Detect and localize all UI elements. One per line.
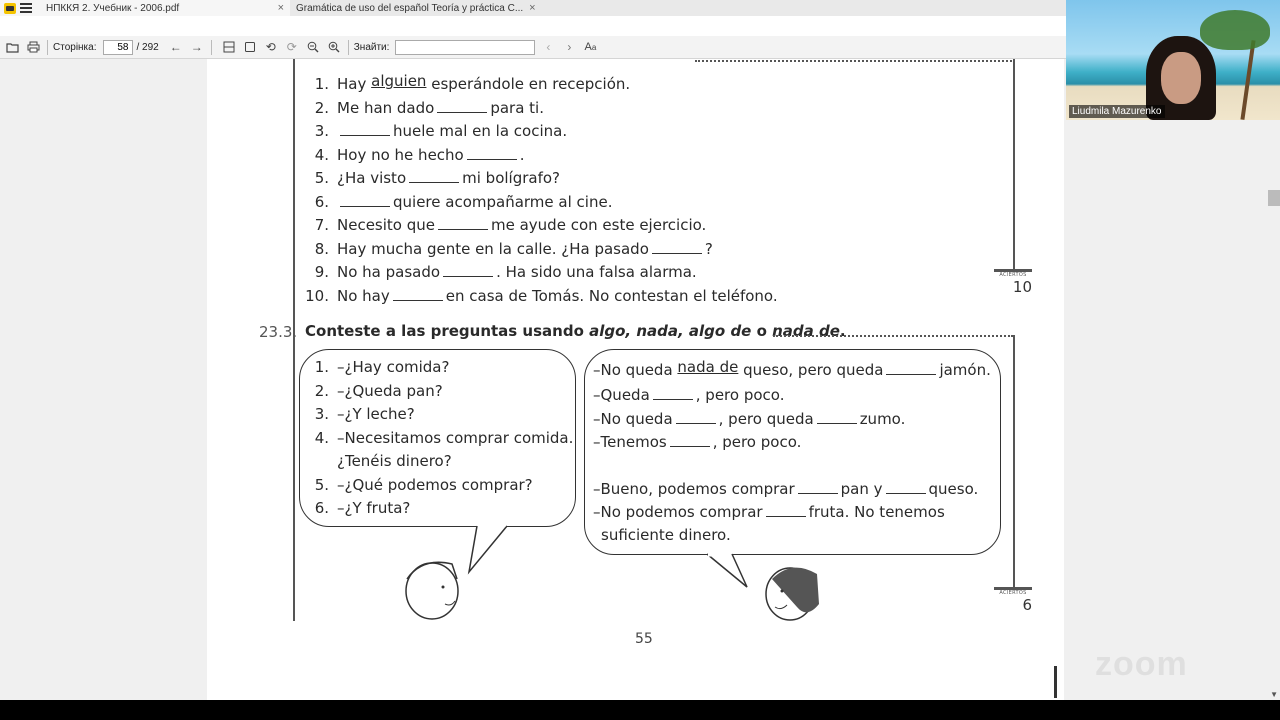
scroll-down-icon[interactable]: ▼ [1270, 690, 1278, 699]
zoom-watermark: zoom [1095, 645, 1188, 683]
vertical-scrollbar-thumb[interactable] [1268, 190, 1280, 206]
answer-line: –No podemos comprar fruta. No tenemos [593, 503, 945, 521]
exercise-item: 2. Me han dado para ti. [314, 99, 544, 117]
answer-line: –Queda , pero poco. [593, 386, 785, 404]
section-number: 23.3. [259, 323, 298, 341]
question-item: 5. –¿Qué podemos comprar? [314, 476, 533, 494]
tab-label: НПККЯ 2. Учебник - 2006.pdf [46, 2, 180, 14]
find-previous-icon[interactable]: ‹ [546, 40, 551, 54]
score-label: ACIERTOS [999, 590, 1027, 596]
video-tile[interactable] [1066, 0, 1280, 120]
tab-bar [0, 0, 1066, 16]
previous-page-icon[interactable]: ← [169, 40, 182, 54]
question-item: 6. –¿Y fruta? [314, 499, 411, 517]
handwritten-answer: alguien [371, 72, 427, 90]
tab-pdf-textbook[interactable] [0, 0, 290, 16]
zoom-in-icon[interactable] [325, 38, 343, 56]
handwritten-answer: nada de [677, 358, 739, 376]
print-icon[interactable] [24, 38, 42, 56]
exercise-item: 1. Hay alguien esperándole en recepción. [314, 72, 631, 93]
participant-face [1161, 52, 1201, 104]
boy-face-icon [406, 562, 458, 619]
question-item: 4. –Necesitamos comprar comida. [314, 429, 574, 447]
find-label: Знайти: [353, 41, 390, 53]
find-input[interactable] [395, 40, 535, 55]
exercise-item: 9. No ha pasado . Ha sido una falsa alarma. [314, 263, 697, 281]
exercise-item: 5. ¿Ha visto mi bolígrafo? [314, 169, 561, 187]
score-box [994, 587, 1032, 614]
open-folder-icon[interactable] [3, 38, 21, 56]
toolbar-separator [47, 40, 48, 55]
zoom-out-icon[interactable] [304, 38, 322, 56]
exercise-item: 7. Necesito que me ayude con este ejercicio. [314, 216, 707, 234]
exercise-item: 8. Hay mucha gente en la calle. ¿Ha pasado ? [314, 240, 713, 258]
cursor-mark [1054, 666, 1057, 698]
page-total: / 292 [136, 41, 159, 53]
palm-leaves [1200, 10, 1270, 50]
girl-face-icon [766, 568, 819, 620]
toolbar-separator [211, 40, 212, 55]
answer-line: suficiente dinero. [601, 526, 731, 544]
exercise-item: 3. huele mal en la cocina. [314, 122, 568, 140]
score-value: 6 [1022, 596, 1032, 614]
find-next-icon[interactable]: › [567, 40, 572, 54]
question-item: 1. –¿Hay comida? [314, 358, 450, 376]
match-case-icon[interactable]: A a [584, 41, 597, 53]
section-title: Conteste a las preguntas usando algo, nada, algo de o nada de. [305, 322, 846, 340]
close-tab-icon[interactable]: × [277, 2, 284, 14]
rotate-left-icon[interactable]: ⟲ [265, 40, 276, 54]
question-item: 2. –¿Queda pan? [314, 382, 443, 400]
next-page-icon[interactable]: → [190, 40, 203, 54]
exercise-item: 4. Hoy no he hecho . [314, 146, 525, 164]
tab-gramatica[interactable] [292, 0, 552, 16]
score-value: 10 [1012, 278, 1032, 296]
hamburger-menu-icon[interactable] [20, 3, 32, 13]
answer-line: –No queda , pero queda zumo. [593, 410, 906, 428]
toolbar [0, 36, 1066, 59]
answer-line: –No queda nada de queso, pero queda jamón. [593, 358, 991, 379]
fit-width-icon[interactable] [220, 38, 238, 56]
participant-name: Liudmila Mazurenko [1069, 105, 1165, 118]
toolbar-strip [0, 16, 1066, 36]
rotate-right-icon[interactable]: ⟳ [286, 40, 297, 54]
close-tab-icon[interactable]: × [529, 2, 536, 14]
page-number-input[interactable] [103, 40, 133, 55]
fit-page-icon[interactable] [241, 38, 259, 56]
pdf-page [207, 59, 1064, 700]
exercise-item: 10. No hay en casa de Tomás. No contestan el teléfono. [305, 287, 778, 305]
tab-label: Gramática de uso del español Teoría y práctica C... [296, 2, 524, 14]
answer-line: –Tenemos , pero poco. [593, 433, 802, 451]
score-label: ACIERTOS [999, 272, 1027, 278]
question-item: 3. –¿Y leche? [314, 405, 415, 423]
page-number: 55 [635, 631, 653, 647]
question-item: ¿Tenéis dinero? [337, 452, 452, 470]
illustration [207, 59, 1064, 700]
app-logo-icon [4, 3, 16, 14]
exercise-item: 6. quiere acompañarme al cine. [314, 193, 613, 211]
toolbar-separator [348, 40, 349, 55]
palm-trunk [1240, 40, 1255, 120]
answer-line: –Bueno, podemos comprar pan y queso. [593, 480, 979, 498]
taskbar-strip [0, 700, 1280, 720]
page-label: Сторінка: [53, 41, 97, 53]
